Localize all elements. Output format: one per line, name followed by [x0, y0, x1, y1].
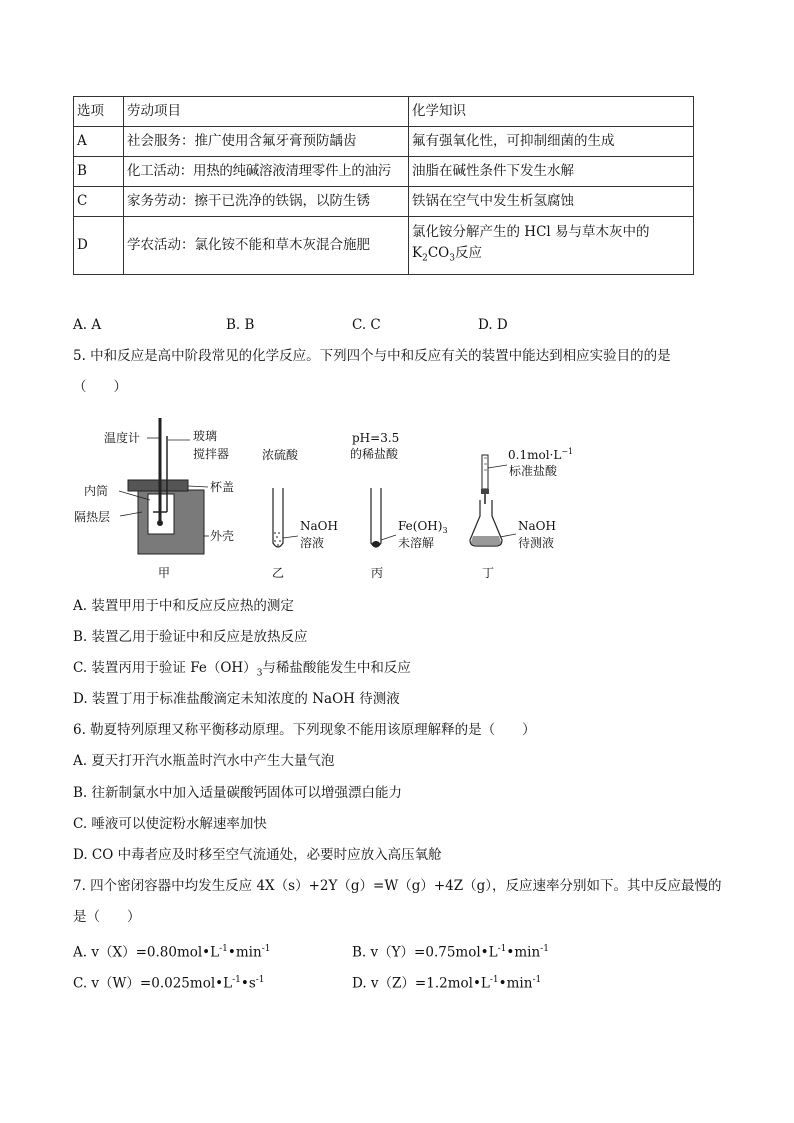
- option-text: C. 装置丙用于验证 Fe（OH）: [73, 660, 257, 676]
- option-text: •min: [227, 944, 262, 961]
- table-header-cell: 劳动项目: [124, 97, 409, 127]
- q7-option-a: [73, 940, 270, 962]
- table-cell-option: B: [74, 157, 124, 187]
- option-text: •min: [498, 975, 533, 992]
- stopcock-icon: [481, 489, 489, 494]
- caption-yi: 乙: [272, 566, 285, 580]
- q7-stem-line-2: 是（ ）: [73, 909, 141, 925]
- label-feoh: Fe(OH): [398, 519, 443, 533]
- table-row: [74, 187, 694, 217]
- superscript: -1: [219, 944, 228, 954]
- caption-jia: 甲: [158, 566, 171, 580]
- label-inner-cup: 内筒: [84, 484, 109, 498]
- label-naoh: NaOH: [518, 519, 556, 533]
- subscript: 3: [442, 526, 448, 535]
- thermometer-bulb: [157, 520, 163, 526]
- label-dilute-hcl: 的稀盐酸: [350, 447, 399, 461]
- option-text: C. v（W）=0.025mol•L: [73, 975, 233, 992]
- q7-option-b: [352, 940, 549, 962]
- superscript: -1: [532, 975, 542, 985]
- table-cell-project: 化工活动：用热的纯碱溶液清理零件上的油污: [124, 157, 409, 187]
- label-stirrer-2: 搅拌器: [193, 447, 230, 461]
- superscript: -1: [489, 975, 499, 985]
- q6-option-a: A. 夏天打开汽水瓶盖时汽水中产生大量气泡: [73, 753, 335, 769]
- cup-lid: [128, 480, 188, 491]
- leader-line: [500, 534, 516, 537]
- option-text: 与稀盐酸能发生中和反应: [262, 660, 411, 676]
- table-header-row: [74, 97, 694, 127]
- q6-option-d: D. CO 中毒者应及时移至空气流通处，必要时应放入高压氧舱: [73, 847, 442, 863]
- knowledge-line-1: 氯化铵分解产生的 HCl 易与草木灰中的: [412, 223, 650, 240]
- leader-line: [488, 465, 507, 468]
- apparatus-yi: [262, 447, 338, 580]
- label-analyte: 待测液: [518, 536, 555, 550]
- apparatus-jia: [74, 418, 234, 580]
- label-ph: pH=3.5: [352, 431, 400, 445]
- label-undissolved: 未溶解: [398, 536, 435, 550]
- table-cell-knowledge: 铁锅在空气中发生析氢腐蚀: [409, 187, 694, 217]
- table-cell-option: C: [74, 187, 124, 217]
- carbonate-symbol: CO: [427, 244, 450, 261]
- q6-stem: 6. 勒夏特列原理又称平衡移动原理。下列现象不能用该原理解释的是（ ）: [73, 722, 536, 738]
- label-feoh3: [398, 519, 448, 535]
- label-naoh: NaOH: [300, 519, 338, 533]
- subscript: 2: [422, 253, 428, 264]
- superscript: -1: [255, 975, 265, 985]
- table-header-cell: 选项: [74, 97, 124, 127]
- q5-option-d: D. 装置丁用于标准盐酸滴定未知浓度的 NaOH 待测液: [73, 691, 400, 707]
- label-solution: 溶液: [300, 536, 325, 550]
- option-text: A. v（X）=0.80mol•L: [73, 944, 220, 961]
- apparatus-figure: [0, 400, 794, 590]
- option-text: •min: [506, 944, 541, 961]
- subscript: 3: [449, 253, 455, 264]
- superscript: -1: [540, 944, 549, 954]
- table-cell-knowledge: 氟有强氧化性，可抑制细菌的生成: [409, 127, 694, 157]
- q5-option-c: [73, 659, 411, 683]
- apparatus-ding: [470, 447, 573, 580]
- q7-option-c: [73, 971, 265, 993]
- table-row: [74, 157, 694, 187]
- knowledge-table: [73, 96, 694, 275]
- test-tube-icon: [371, 488, 381, 547]
- caption-ding: 丁: [482, 566, 495, 580]
- label-stirrer-1: 玻璃: [193, 429, 218, 443]
- flask-solution: [471, 536, 501, 545]
- knowledge-line-2: [412, 243, 690, 270]
- table-row: [74, 217, 694, 275]
- q6-option-b: B. 往新制氯水中加入适量碳酸钙固体可以增强漂白能力: [73, 785, 403, 801]
- option-text: •s: [240, 975, 256, 992]
- q4-option-d: D. D: [478, 317, 508, 333]
- table-cell-project: 学农活动：氯化铵不能和草木灰混合施肥: [124, 217, 409, 275]
- burette-icon: [482, 455, 488, 489]
- q4-option-c: C. C: [352, 317, 381, 333]
- q7-stem-line-1: 7. 四个密闭容器中均发生反应 4X（s）+2Y（g）=W（g）+4Z（g），反应速率分别如下。其中反应最慢的: [73, 878, 722, 894]
- solution-dots: [274, 532, 281, 546]
- table-cell-project: 家务劳动：擦干已洗净的铁锅，以防生锈: [124, 187, 409, 217]
- option-text: B. v（Y）=0.75mol•L: [352, 944, 498, 961]
- table-cell-knowledge: 油脂在碱性条件下发生水解: [409, 157, 694, 187]
- table-header-cell: 化学知识: [409, 97, 694, 127]
- q5-option-a: A. 装置甲用于中和反应反应热的测定: [73, 598, 294, 614]
- label-lid: 杯盖: [210, 480, 235, 494]
- q5-option-b: B. 装置乙用于验证中和反应是放热反应: [73, 629, 308, 645]
- leader-line: [188, 486, 208, 487]
- q4-option-b: B. B: [226, 317, 255, 333]
- table-cell-option: A: [74, 127, 124, 157]
- q4-option-a: A. A: [73, 317, 102, 333]
- table-cell-knowledge: [409, 217, 694, 275]
- q7-option-d: [352, 971, 541, 993]
- q5-stem-line-2: （ ）: [73, 379, 127, 395]
- test-tube-icon: [273, 488, 283, 547]
- apparatus-bing: [350, 431, 448, 580]
- table-row: [74, 127, 694, 157]
- table-cell-project: 社会服务：推广使用含氟牙膏预防龋齿: [124, 127, 409, 157]
- superscript: -1: [232, 975, 241, 985]
- concentration-value: 0.1mol·L: [508, 448, 562, 462]
- label-standard-hcl: 标准盐酸: [509, 464, 558, 478]
- potassium-symbol: K: [412, 244, 423, 261]
- reaction-text: 反应: [454, 244, 482, 261]
- option-text: D. v（Z）=1.2mol•L: [352, 975, 490, 992]
- precipitate-icon: [372, 541, 380, 547]
- leader-line: [283, 536, 298, 538]
- label-thermometer: 温度计: [104, 431, 141, 445]
- label-conc-acid: 浓硫酸: [262, 448, 299, 462]
- subscript: 3: [256, 668, 263, 679]
- caption-bing: 丙: [371, 566, 384, 580]
- q5-stem-line-1: 5. 中和反应是高中阶段常见的化学反应。下列四个与中和反应有关的装置中能达到相应实验目的的是: [73, 348, 671, 364]
- label-insulation: 隔热层: [74, 510, 111, 524]
- label-shell: 外壳: [210, 529, 235, 543]
- table-cell-option: D: [74, 217, 124, 275]
- q6-option-c: C. 唾液可以使淀粉水解速率加快: [73, 816, 267, 832]
- superscript: −1: [561, 447, 574, 456]
- label-concentration: [508, 447, 573, 462]
- superscript: -1: [497, 944, 507, 954]
- leader-line: [381, 535, 396, 540]
- superscript: -1: [261, 944, 271, 954]
